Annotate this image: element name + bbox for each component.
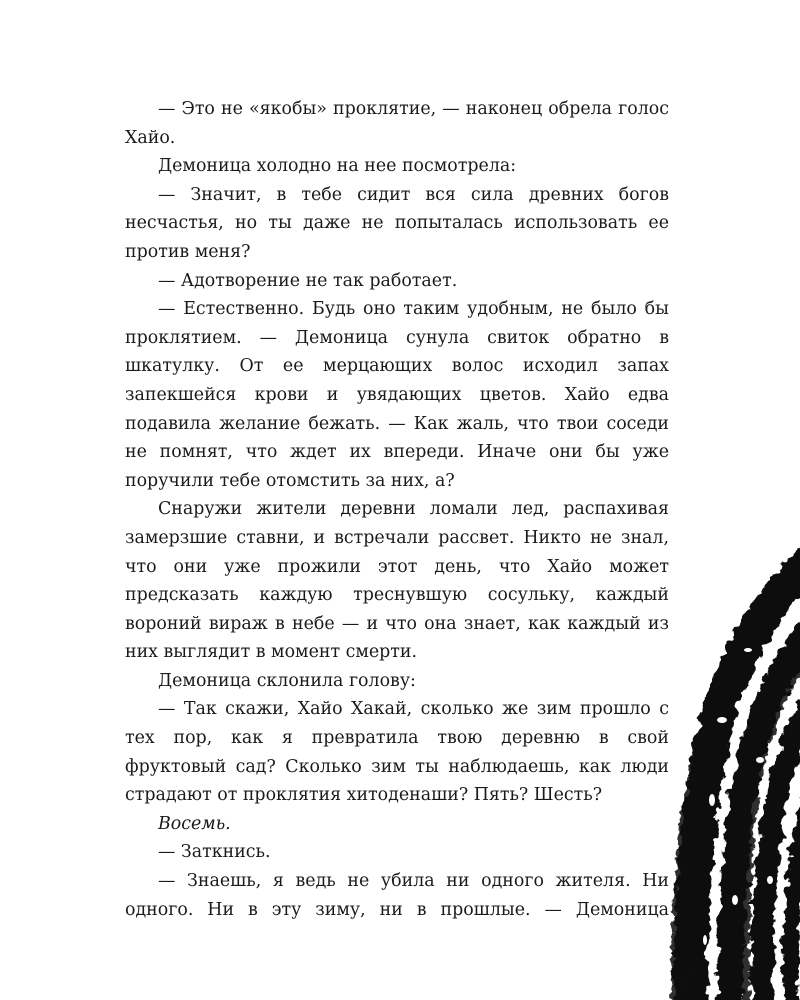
paragraph: — Значит, в тебе сидит вся сила древних богов несчастья, но ты даже не попыталась использовать ее против меня?	[125, 184, 669, 262]
paragraph: Демоница холодно на нее посмотрела:	[158, 156, 517, 177]
paragraph: Снаружи жители деревни ломали лед, распахивая замерзшие ставни, и встречали рассвет. Никто не знал, что они уже прожили этот день, что Хайо может предсказать каждую треснувшую сосульку, каждый вороний вираж в небе — и что она знает, как каждый из них выглядит в момент смерти.	[125, 499, 669, 663]
paragraph: — Заткнись.	[158, 842, 271, 863]
paragraph: Демоница склонила голову:	[158, 670, 416, 691]
paragraph: — Знаешь, я ведь не убила ни одного жителя. Ни одного. Ни в эту зиму, ни в прошлые. — Демоница	[125, 871, 669, 920]
paragraph-italic: Восемь.	[158, 813, 231, 834]
book-text	[125, 95, 669, 924]
paragraph: — Естественно. Будь оно таким удобным, не было бы проклятием. — Демоница сунула свиток обратно в шкатулку. От ее мерцающих волос исходил запах запекшейся крови и увядающих цветов. Хайо едва подавила желание бежать. — Как жаль, что твои соседи не помнят, что ждет их впереди. Иначе они бы уже поручили тебе отомстить за них, а?	[125, 299, 669, 491]
paragraph: — Адотворение не так работает.	[158, 270, 458, 291]
paragraph: — Это не «якобы» проклятие, — наконец обрела голос Хайо.	[125, 99, 669, 148]
paragraph: — Так скажи, Хайо Хакай, сколько же зим прошло с тех пор, как я превратила твою деревню в свой фруктовый сад? Сколько зим ты наблюдаешь, как люди страдают от проклятия хитоденаши? Пять? Шесть?	[125, 699, 669, 806]
